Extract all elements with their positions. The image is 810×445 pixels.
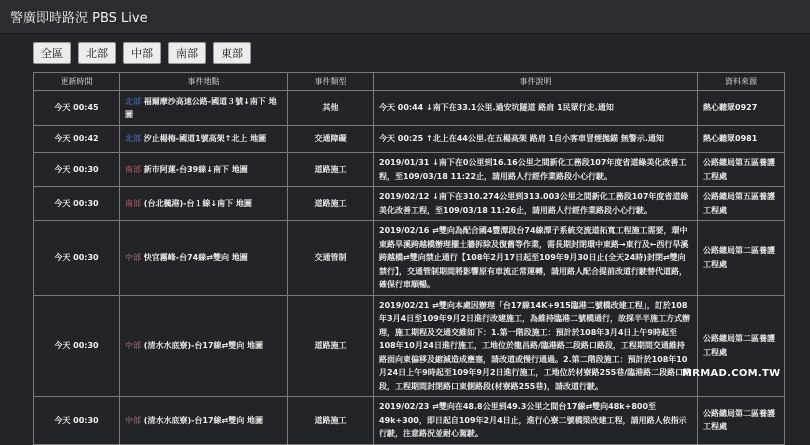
cell-location: [120, 397, 288, 445]
cell-time: 今天 00:30: [34, 187, 120, 221]
cell-source: 熱心聽眾0981: [698, 126, 785, 153]
col-header-location: 事件地點: [120, 73, 288, 91]
cell-time: 今天 00:42: [34, 126, 120, 153]
cell-time: 今天 00:30: [34, 397, 120, 445]
location-link[interactable]: 快官霧峰-台74線⇄雙向 地圖: [141, 253, 248, 262]
col-header-source: 資料來源: [698, 73, 785, 91]
cell-time: 今天 00:45: [34, 91, 120, 126]
cell-description: 2019/02/12 ↓南下在310.274公里到313.003公里之間新化工務段107年度省道綠美化改善工程，至109/03/18 11:26止，請用路人行經作業路段小心行駛。: [374, 187, 698, 221]
table-row: [34, 153, 785, 187]
location-link[interactable]: (清水水底寮)-台17線⇄雙向 地圖: [141, 341, 264, 350]
tab-north[interactable]: 北部: [78, 42, 116, 64]
cell-description: 2019/01/31 ↓南下在0公里到16.16公里之間新化工務段107年度省道綠美化改善工程，至109/03/18 11:22止，請用路人行經作業路段小心行駛。: [374, 153, 698, 187]
traffic-table-container[interactable]: [33, 72, 784, 438]
app-title: 警廣即時路況 PBS Live: [10, 11, 148, 26]
cell-time: 今天 00:30: [34, 295, 120, 397]
cell-time: 今天 00:30: [34, 153, 120, 187]
location-link[interactable]: (台北楓港)-台１線↓南下 地圖: [141, 198, 252, 208]
cell-type: 道路施工: [288, 153, 374, 187]
table-row: [34, 221, 785, 296]
cell-location: [120, 91, 288, 126]
cell-location: [120, 187, 288, 221]
tab-central[interactable]: 中部: [123, 42, 161, 64]
cell-source: 公路總局第五區養護工程處: [698, 153, 785, 187]
cell-type: 交通管制: [288, 221, 374, 296]
cell-location: [120, 126, 288, 153]
region-label: 中部: [125, 253, 141, 262]
region-label: 南部: [125, 164, 141, 174]
region-label: 中部: [125, 341, 141, 350]
location-link[interactable]: 福爾摩沙高速公路-國道３號↓南下 地圖: [125, 96, 277, 119]
cell-description: 2019/02/16 ⇄雙向為配合國4豐潭段台74線潭子系統交流道拓寬工程施工需要，環中東路旱溪跨越橋辦理擺土牆拆除及復舊等作業，需長期封閉環中東路→東行及←西行旱溪跨越橋⇄雙向禁止通行【108年2月17日起至109年9月30日止(全天24時)封閉⇄雙向禁行】，交通管制期間將影響原有車流正常運轉，請用路人配合提前改道行駛替代道路，確保行車順暢。: [374, 221, 698, 296]
tab-south[interactable]: 南部: [168, 42, 206, 64]
table-header-row: [34, 73, 785, 91]
table-row: [34, 187, 785, 221]
cell-source: 公路總局第二區養護工程處: [698, 295, 785, 397]
cell-type: 道路施工: [288, 295, 374, 397]
region-label: 北部: [125, 134, 141, 144]
cell-location: [120, 221, 288, 296]
cell-time: 今天 00:30: [34, 221, 120, 296]
tab-all[interactable]: 全區: [33, 42, 71, 64]
cell-source: 熱心聽眾0927: [698, 91, 785, 126]
cell-type: 道路施工: [288, 397, 374, 445]
col-header-type: 事件類型: [288, 73, 374, 91]
cell-source: 公路總局第二區養護工程處: [698, 397, 785, 445]
tab-east[interactable]: 東部: [213, 42, 251, 64]
col-header-description: 事件說明: [374, 73, 698, 91]
cell-source: 公路總局第二區養護工程處: [698, 221, 785, 296]
location-link[interactable]: (清水水底寮)-台17線⇄雙向 地圖: [141, 415, 264, 425]
location-link[interactable]: 汐止楊梅-國道1號高架↑北上 地圖: [141, 134, 267, 144]
cell-type: 交通障礙: [288, 126, 374, 153]
table-row: [34, 397, 785, 445]
table-row: [34, 91, 785, 126]
cell-description: 今天 00:44 ↓南下在33.1公里.過安坑隧道 路肩 1民眾行走.通知: [374, 91, 698, 126]
cell-location: [120, 153, 288, 187]
cell-description: 今天 00:25 ↑北上在44公里.在五楊高架 路肩 1自小客車冒煙拋錨 無警示.通知: [374, 126, 698, 153]
cell-source: 公路總局第五區養護工程處: [698, 187, 785, 221]
table-row: [34, 295, 785, 397]
table-row: [34, 126, 785, 153]
cell-description: 2019/02/21 ⇄雙向本處因辦理「台17線14K+915臨港二號橋改建工程」，訂於108年3月4日至109年9月2日進行改建施工，為維持臨港二號橋通行，故採半半施工方式辦理，施工期程及交通交維如下：1.第一階段施工：預計於108年3月4日上午9時起至108年10月24日進行施工，工地位於龍昌路/臨港路二段路口路段，工程期間交通維持路面向東偏移及縮減造成壅塞，請改道或慢行通過。2.第二階段施工：預計於108年10月24日上午9時起至109年9月2日進行施工，工地位於材寮路255巷/臨港路二段路口路段，工程期間封閉路口東側路段(材寮路255巷)，請改道行駛。: [374, 295, 698, 397]
cell-type: 道路施工: [288, 187, 374, 221]
location-link[interactable]: 新市阿蓮-台39線↓南下 地圖: [141, 164, 248, 174]
cell-type: 其他: [288, 91, 374, 126]
watermark: MRMAD.COM.TW: [682, 368, 781, 379]
region-label: 南部: [125, 198, 141, 208]
traffic-table: [33, 72, 785, 445]
col-header-time: 更新時間: [34, 73, 120, 91]
cell-location: [120, 295, 288, 397]
region-label: 北部: [125, 96, 141, 106]
cell-description: 2019/02/23 ⇄雙向在48.8公里到49.3公里之間台17線⇄雙向48k+800至49k+300，即日起自109年2月4日止，進行心寮二號橋梁改建工程，請用路人依指示行駛，注意路況並耐心駕駛。: [374, 397, 698, 445]
region-label: 中部: [125, 415, 141, 425]
app-header: [0, 0, 810, 34]
region-tabs: [33, 42, 251, 64]
